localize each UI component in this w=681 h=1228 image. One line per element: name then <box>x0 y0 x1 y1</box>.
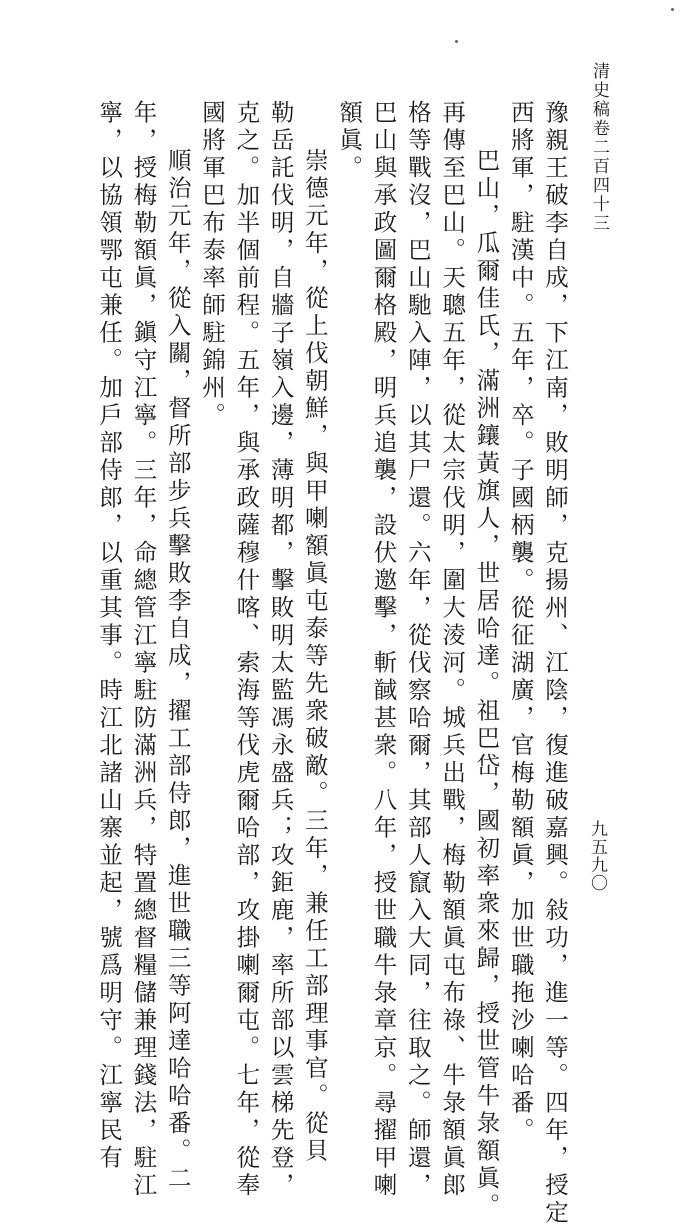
text-column: 額眞。 <box>335 100 364 183</box>
text-column: 寧，以協領鄂屯兼任。加戶部侍郎，以重其事。時江北諸山寨並起，號爲明守。江寧民有 <box>95 100 124 1173</box>
scan-speck <box>455 40 458 43</box>
running-header: 清史稿卷二百四十三 <box>589 62 609 233</box>
text-column: 崇德元年，從上伐朝鮮，與甲喇額眞屯泰等先衆破敵。三年，兼任工部理事官。從貝 <box>300 148 329 1166</box>
text-column: 格等戰沒，巴山馳入陣，以其尸還。六年，從伐察哈爾，其部人竄入大同，往取之。師還， <box>403 100 432 1200</box>
page-number: 九五九〇 <box>587 820 607 892</box>
text-column: 再傳至巴山。天聰五年，從太宗伐明，圍大淩河。城兵出戰，梅勒額眞屯布祿、牛彔額眞郎 <box>438 100 467 1200</box>
text-column: 克之。加半個前程。五年，與承政薩穆什喀、索海等伐虎爾哈部，攻掛喇爾屯。七年，從奉 <box>232 100 261 1200</box>
text-column: 順治元年，從入關，督所部步兵擊敗李自成，擢工部侍郎，進世職三等阿達哈哈番。二 <box>163 148 192 1193</box>
text-column: 西將軍，駐漢中。五年，卒。子國柄襲。從征湖廣，官梅勒額眞，加世職拖沙喇哈番。 <box>506 100 535 1145</box>
text-body <box>92 100 572 1228</box>
text-column: 豫親王破李自成，下江南，敗明師，克揚州、江陰，復進破嘉興。敍功，進一等。四年，授定 <box>541 100 569 1228</box>
text-column: 巴山，瓜爾佳氏，滿洲鑲黃旗人，世居哈達。祖巴岱，國初率衆來歸，授世管牛彔額眞。 <box>472 148 501 1221</box>
scan-speck <box>671 8 674 11</box>
text-column: 巴山與承政圖爾格殿，明兵追襲，設伏邀擊，斬馘甚衆。八年，授世職牛彔章京。尋擢甲喇 <box>369 100 398 1200</box>
text-column: 年，授梅勒額眞，鎭守江寧。三年，命總管江寧駐防滿洲兵，特置總督糧儲兼理錢法，駐江 <box>129 100 158 1200</box>
text-column: 國將軍巴布泰率師駐錦州。 <box>198 100 227 430</box>
text-column: 勒岳託伐明，自牆子嶺入邊，薄明都，擊敗明太監馮永盛兵；攻鉅鹿，率所部以雲梯先登， <box>266 100 295 1200</box>
